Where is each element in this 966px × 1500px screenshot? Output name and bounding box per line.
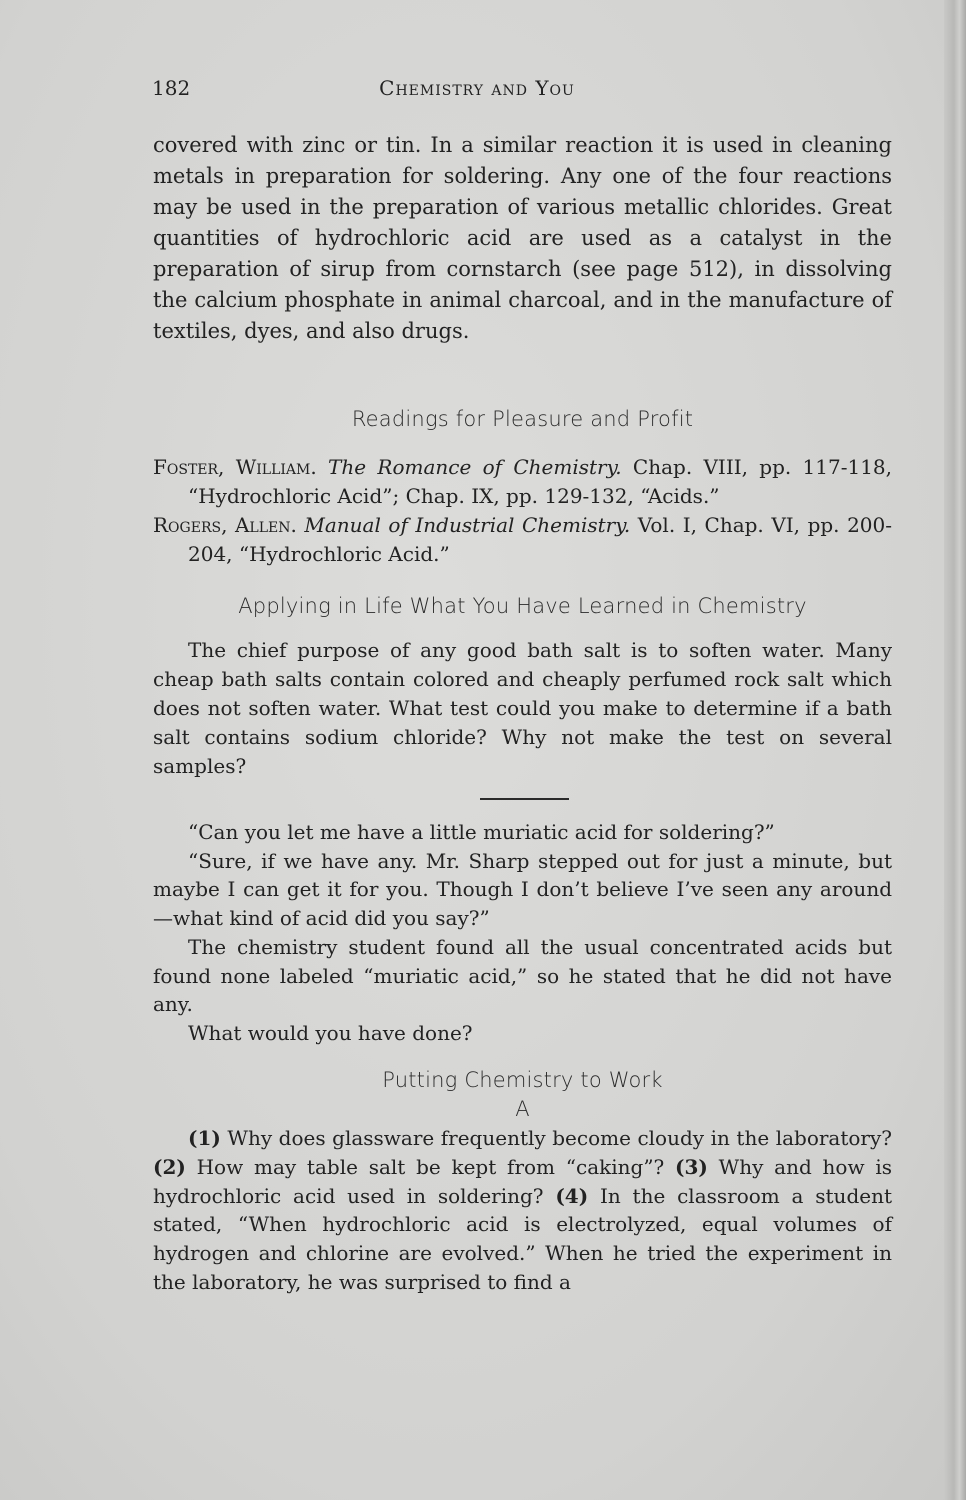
- question-text: In the classroom a student stated, “When hydrochloric acid is electrolyzed, equal volumes of hydrogen and chlorine are evolved.” When he tried the experiment in the laboratory, he was surprised to find a: [153, 1183, 892, 1294]
- applying-section: [153, 636, 892, 781]
- question-text: Why and how is hydrochloric acid used in soldering?: [153, 1154, 892, 1208]
- reading-details: Vol. I, Chap. VI, pp. 200-204, “Hydrochloric Acid.”: [188, 513, 893, 566]
- running-title: Chemistry and You: [379, 76, 575, 100]
- story-section: [153, 818, 892, 1048]
- reading-author: Foster, William.: [153, 455, 317, 479]
- page-edge-shadow: [944, 0, 966, 1500]
- readings-heading: Readings for Pleasure and Profit: [351, 407, 694, 431]
- putting-heading: Putting Chemistry to Work: [382, 1068, 663, 1092]
- question-text: Why does glassware frequently become cloudy in the laboratory?: [227, 1126, 893, 1150]
- questions-paragraph: [153, 1124, 892, 1297]
- page-number: 182: [152, 76, 191, 100]
- questions-section: [153, 1124, 892, 1297]
- applying-heading: Applying in Life What You Have Learned in Chemistry: [238, 594, 807, 618]
- readings-list: [153, 453, 892, 569]
- reading-item: [153, 511, 892, 569]
- reading-details: Chap. VIII, pp. 117-118, “Hydrochloric Acid”; Chap. IX, pp. 129-132, “Acids.”: [188, 455, 893, 508]
- section-divider: [480, 798, 569, 800]
- continuation-paragraph: [153, 130, 892, 347]
- reading-item: [153, 453, 892, 511]
- question-number: (2): [153, 1154, 186, 1179]
- story-paragraph: “Can you let me have a little muriatic acid for soldering?”: [188, 820, 775, 844]
- question-number: (4): [555, 1183, 589, 1208]
- paragraph-text: covered with zinc or tin. In a similar reaction it is used in cleaning metals in preparation for soldering. Any one of the four reactions may be used in the preparation of various metallic chlorides. Great quantities of hydrochloric acid are used as a catalyst in the preparation of sirup from cornstarch (see page 512), in dissolving the calcium phosphate in animal charcoal, and in the manufacture of textiles, dyes, and also drugs.: [153, 133, 892, 343]
- question-number: (1): [188, 1126, 221, 1150]
- putting-subheading: A: [515, 1097, 530, 1121]
- story-paragraph: The chemistry student found all the usual concentrated acids but found none labeled “muriatic acid,” so he stated that he did not have any.: [153, 934, 892, 1017]
- question-text: How may table salt be kept from “caking”?: [196, 1154, 665, 1179]
- story-paragraph: “Sure, if we have any. Mr. Sharp stepped out for just a minute, but maybe I can get it for you. Though I don’t believe I’ve seen any around—what kind of acid did you say?”: [153, 848, 892, 931]
- question-number: (3): [675, 1154, 708, 1179]
- reading-title: Manual of Industrial Chemistry.: [304, 513, 631, 537]
- applying-paragraph: The chief purpose of any good bath salt is to soften water. Many cheap bath salts contain colored and cheaply perfumed rock salt which does not soften water. What test could you make to determine if a bath salt contains sodium chloride? Why not make the test on several samples?: [153, 638, 892, 778]
- story-paragraph: What would you have done?: [188, 1020, 473, 1045]
- reading-title: The Romance of Chemistry.: [328, 455, 622, 479]
- reading-author: Rogers, Allen.: [153, 513, 297, 537]
- page-header: [152, 76, 892, 104]
